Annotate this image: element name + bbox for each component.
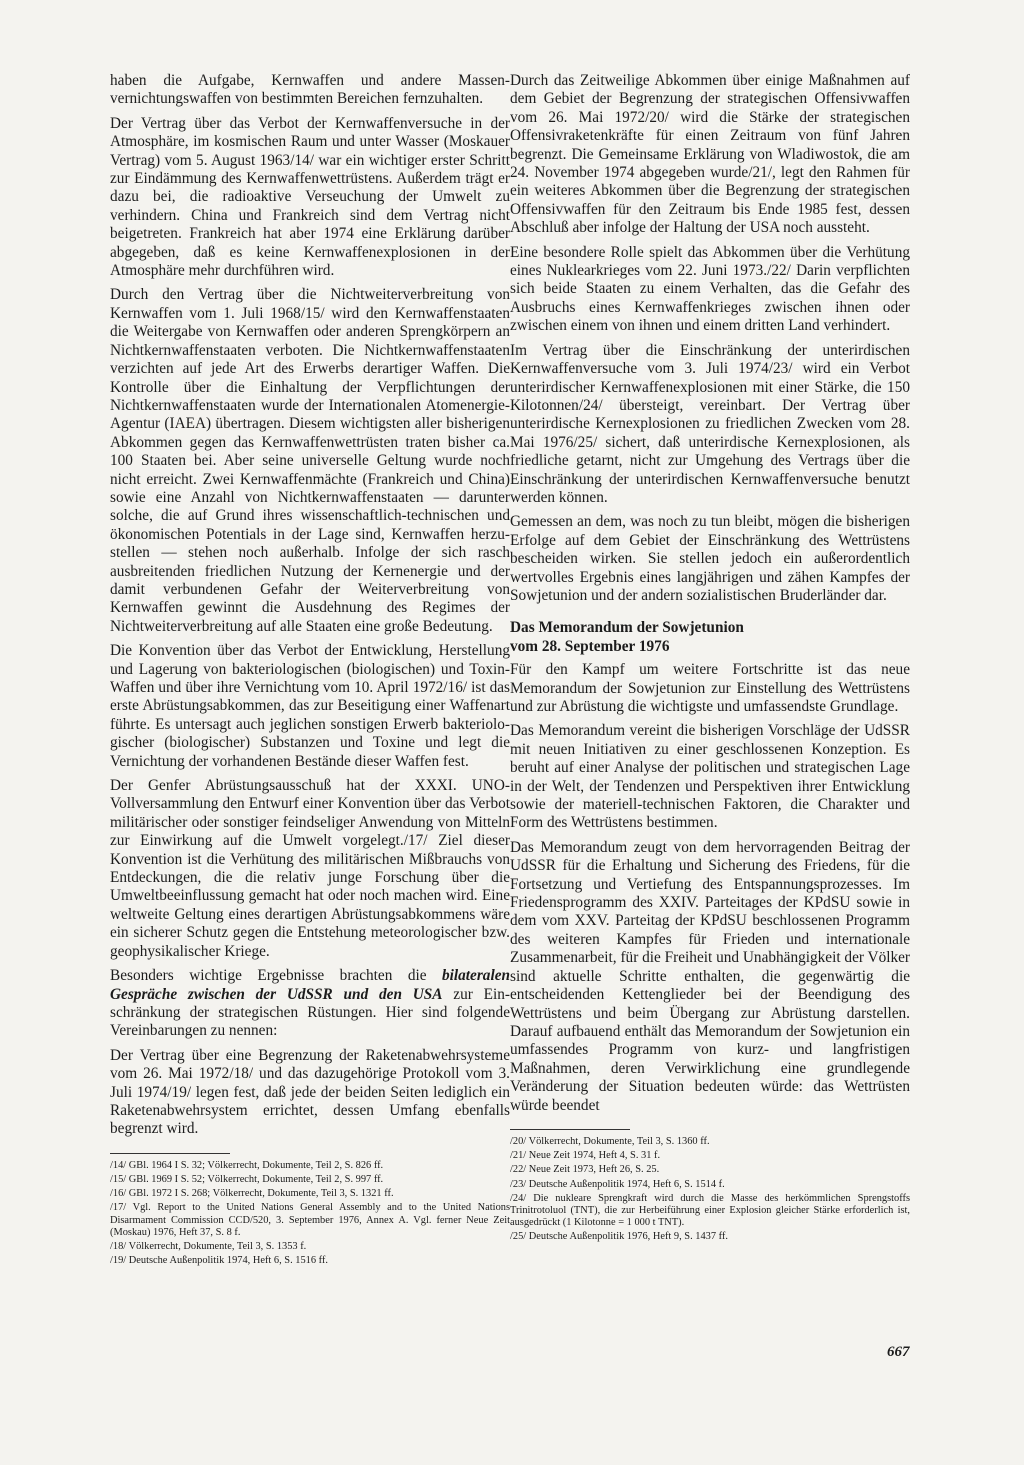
body-paragraph: Eine besondere Rolle spielt das Abkommen über die Verhütung eines Nuklearkrieges vom 22. Juni 1973./22/ Darin verpflichten sich beide Staaten zu einem Verhalten, das die Gefahr des Ausbruchs eines Kernwaffenkrieges zwischen ihnen oder zwischen einem von ihnen und einem dritten Land verhindert. xyxy=(510,243,910,335)
emphasized-text: bilateralen Gespräche zwischen der UdSSR und den USA xyxy=(110,967,510,1003)
footnote-divider xyxy=(110,1153,230,1154)
body-paragraph: Das Memorandum zeugt von dem hervorragenden Beitrag der UdSSR für die Erhaltung und Sicherung des Friedens, für die Fortsetzung und Vertiefung des Entspannungsprozesses. Im Friedensprogramm des XXIV. Parteitages der KPdSU sowie in dem vom XXV. Parteitag der KPdSU beschlossenen Programm des weiteren Kampfes für Frieden und internationale Zusammenarbeit, für die Freiheit und Unabhängigkeit der Völker sind aktuelle Schritte enthalten, die gegenwärtig die entscheidenden Kettenglieder bei der Beendigung des Wettrüstens und beim Übergang zur Abrüstung darstellen. Darauf aufbauend enthält das Memorandum der Sowjetunion ein umfassendes Programm von kurz- und langfristigen Maßnahmen, deren Verwirklichung eine grundlegende Veränderung der Situation bedeuten würde: das Wettrüsten würde beendet xyxy=(510,838,910,1114)
section-heading xyxy=(510,619,910,656)
footnote: /22/ Neue Zeit 1973, Heft 26, S. 25. xyxy=(510,1164,660,1176)
footnote: /14/ GBl. 1964 I S. 32; Völkerrecht, Dokumente, Teil 2, S. 826 ff. xyxy=(110,1159,384,1171)
text-run: zur Einschränkung der strategischen Rüstungen. Hier sind folgende Vereinbarungen zu nennen: xyxy=(110,985,510,1040)
footnote: /21/ Neue Zeit 1974, Heft 4, S. 31 f. xyxy=(510,1150,661,1162)
body-paragraph: Die Konvention über das Verbot der Entwicklung, Herstellung und Lagerung von bakteriologischen (biologischen) und Toxin-Waffen und über ihre Vernichtung vom 10. April 1972/16/ ist das erste Abrüstungsabkommen, das zur Beseitigung einer Waffenart führte. Es untersagt auch jeglichen sonstigen Erwerb bakteriologischer (biologischer) Substanzen und Toxine und legt die Vernichtung der vorhandenen Bestände dieser Waffen fest. xyxy=(110,642,510,770)
footnote: /16/ GBl. 1972 I S. 268; Völkerrecht, Dokumente, Teil 3, S. 1321 ff. xyxy=(110,1188,394,1200)
section-heading-line: Das Memorandum der Sowjetunion xyxy=(510,619,744,637)
body-paragraph: Durch das Zeitweilige Abkommen über einige Maßnahmen auf dem Gebiet der Begrenzung der strategischen Offensivwaffen vom 26. Mai 1972/20/ wird die Stärke der strategischen Offensivraketenkräfte für einen Zeitraum von fünf Jahren begrenzt. Die Gemeinsame Erklärung von Wladiwostok, die am 24. November 1974 abgegeben wurde/21/, legt den Rahmen für ein weiteres Abkommen über die Begrenzung der strategischen Offensivwaffen für den Zeitraum bis Ende 1985 fest, dessen Abschluß aber infolge der Haltung der USA noch aussteht. xyxy=(510,72,910,237)
body-paragraph: Der Vertrag über eine Begrenzung der Raketenabwehrsysteme vom 26. Mai 1972/18/ und das dazugehörige Protokoll vom 3. Juli 1974/19/ legen fest, daß jede der beiden Seiten lediglich ein Raketenabwehrsystem errichtet, dessen Umfang ebenfalls begrenzt wird. xyxy=(110,1046,510,1138)
body-paragraph: Gemessen an dem, was noch zu tun bleibt, mögen die bisherigen Erfolge auf dem Gebiet der Einschränkung des Wettrüstens bescheiden wirken. Sie stellen jedoch ein außerordentlich wertvolles Ergebnis eines langjährigen und zähen Kampfes der Sowjetunion und der andern sozialistischen Bruderländer dar. xyxy=(510,513,910,604)
footnote: /15/ GBl. 1969 I S. 52; Völkerrecht, Dokumente, Teil 2, S. 997 ff. xyxy=(110,1173,384,1185)
footnote-divider xyxy=(510,1129,630,1130)
footnote: /18/ Völkerrecht, Dokumente, Teil 3, S. 1353 f. xyxy=(110,1240,307,1252)
body-paragraph: Der Genfer Abrüstungsausschuß hat der XXXI. UNO-Vollversammlung den Entwurf einer Konvention über das Verbot militärischer oder sonstiger feindseliger Anwendung von Mitteln zur Einwirkung auf die Umwelt vorgelegt./17/ Ziel dieser Konvention ist die Verhütung des militärischen Mißbrauchs von Entdeckungen, die die relativ junge Forschung über die Umweltbeeinflussung gemacht hat oder noch machen wird. Eine weltweite Geltung eines derartigen Abrüstungsabkommens wäre ein sicherer Schutz gegen die Entstehung meteorologischer bzw. geophysikalischer Kriege. xyxy=(110,777,510,960)
footnote: /19/ Deutsche Außenpolitik 1974, Heft 6, S. 1516 ff. xyxy=(110,1255,328,1267)
body-paragraph-bilateral xyxy=(110,967,510,1041)
footnote: /17/ Vgl. Report to the United Nations General Assembly and to the United Nations Disarmament Commission CCD/520, 3. September 1976, Annex A. Vgl. ferner Neue Zeit (Moskau) 1976, Heft 37, S. 8 f. xyxy=(110,1202,510,1238)
body-paragraph: Der Vertrag über das Verbot der Kernwaffenversuche in der Atmosphäre, im kosmischen Raum und unter Wasser (Moskauer Vertrag) vom 5. August 1963/14/ war ein wichtiger erster Schritt zur Eindämmung des Kernwaffenwettrüstens. Außerdem trägt er dazu bei, die radioaktive Verseuchung der Umwelt zu verhindern. China und Frankreich sind dem Vertrag nicht beigetreten. Frankreich hat aber 1974 eine Erklärung darüber abgegeben, daß es keine Kernwaffenexplosionen in der Atmosphäre mehr durchführen wird. xyxy=(110,114,510,280)
footnote: /25/ Deutsche Außenpolitik 1976, Heft 9, S. 1437 ff. xyxy=(510,1231,728,1243)
body-paragraph: Für den Kampf um weitere Fortschritte ist das neue Memorandum der Sowjetunion zur Einstellung des Wettrüstens und zur Abrüstung die wichtigste und umfassendste Grundlage. xyxy=(510,661,910,715)
body-paragraph: Im Vertrag über die Einschränkung der unterirdischen Kernwaffenversuche vom 3. Juli 1974/23/ wird ein Verbot unterirdischer Kernwaffenexplosionen mit einer Stärke, die 150 Kilotonnen/24/ übersteigt, vereinbart. Der Vertrag über unterirdische Kernexplosionen zu friedlichen Zwecken vom 28. Mai 1976/25/ sichert, daß unterirdische Kernexplosionen, als friedliche getarnt, nicht zur Umgehung des Vertrags über die Einschränkung der unterirdischen Kernwaffenversuche benutzt werden können. xyxy=(510,341,910,506)
footnote: /24/ Die nukleare Sprengkraft wird durch die Masse des herkömmlichen Sprengstoffs Trinitrotoluol (TNT), die zur Herbeiführung einer Explosion gleicher Stärke erforderlich ist, ausgedrückt (1 Kilotonne = 1 000 t TNT). xyxy=(510,1192,910,1229)
text-run: Besonders wichtige Ergebnisse brachten die xyxy=(110,967,442,985)
body-paragraph: Durch den Vertrag über die Nichtweiterverbreitung von Kernwaffen vom 1. Juli 1968/15/ wird den Kernwaffenstaaten die Weitergabe von Kernwaffen oder anderen Sprengkörpern an Nichtkernwaffenstaaten verboten. Die Nichtkernwaffenstaaten verzichten auf jede Art des Erwerbs derartiger Waffen. Die Kontrolle über die Einhaltung der Verpflichtungen der Nichtkernwaffenstaaten wurde der Internationalen Atomenergie-Agentur (IAEA) übertragen. Diesem wichtigsten aller bisherigen Abkommen gegen das Kernwaffenwettrüsten traten bisher ca. 100 Staaten bei. Aber seine universelle Geltung wurde noch nicht erreicht. Zwei Kernwaffenmächte (Frankreich und China) sowie eine Anzahl von Nichtkernwaffenstaaten — darunter solche, die auf Grund ihres wissenschaftlich-technischen und ökonomischen Potentials in der Lage sind, Kernwaffen herzustellen — stehen noch außerhalb. Infolge der sich rasch ausbreitenden friedlichen Nutzung der Kernenergie und der damit verbundenen Gefahr der Weiterverbreitung von Kernwaffen gewinnt die Ausdehnung des Regimes der Nichtweiterverbreitung auf alle Staaten eine große Bedeutung. xyxy=(110,286,510,635)
right-column xyxy=(510,72,910,1246)
footnote: /23/ Deutsche Außenpolitik 1974, Heft 6, S. 1514 f. xyxy=(510,1178,725,1190)
body-paragraph: Das Memorandum vereint die bisherigen Vorschläge der UdSSR mit neuen Initiativen zu einer geschlossenen Konzeption. Es beruht auf einer Analyse der politischen und strategischen Lage in der Welt, der Tendenzen und Perspektiven ihrer Entwicklung sowie der materiell-technischen Faktoren, die Charakter und Form des Wettrüstens bestimmen. xyxy=(510,722,910,832)
left-column xyxy=(110,72,510,1269)
footnote: /20/ Völkerrecht, Dokumente, Teil 3, S. 1360 ff. xyxy=(510,1135,710,1147)
section-heading-line: vom 28. September 1976 xyxy=(510,637,670,655)
page-number: 667 xyxy=(887,1344,910,1360)
body-paragraph: haben die Aufgabe, Kernwaffen und andere Massenvernichtungswaffen von bestimmten Bereichen fernzuhalten. xyxy=(110,72,510,108)
